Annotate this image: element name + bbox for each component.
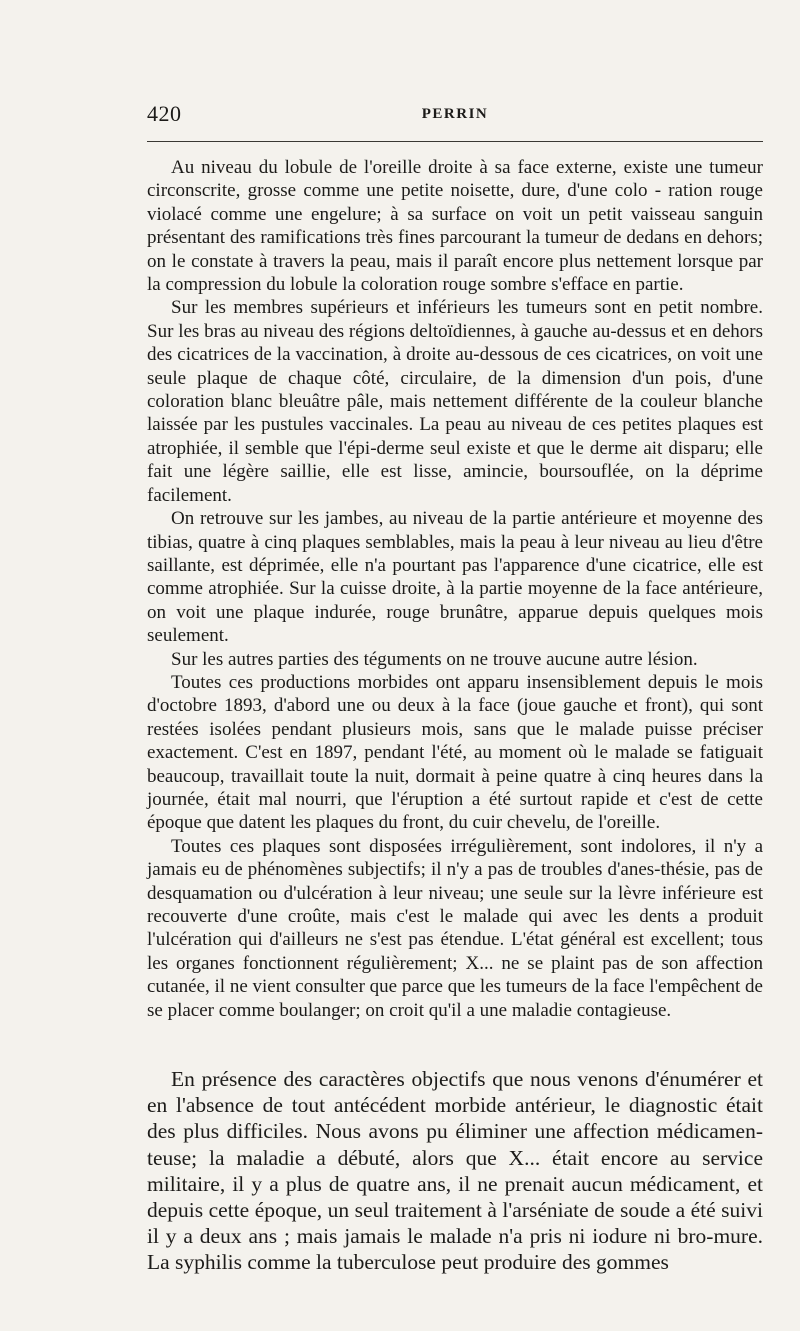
page-header (147, 101, 763, 131)
diagnosis-discussion (147, 1066, 763, 1276)
header-rule (147, 141, 763, 142)
paragraph: On retrouve sur les jambes, au niveau de la partie antérieure et moyenne des tibias, quatre à cinq plaques semblables, mais la peau à leur niveau au lieu d'être saillante, est déprimée, elle n'a pourtant pas l'apparence d'une cicatrice, elle est comme atrophiée. Sur la cuisse droite, à la partie moyenne de la face antérieure, on voit une plaque indurée, rouge brunâtre, apparue depuis quelques mois seulement. (147, 508, 763, 647)
paragraph: En présence des caractères objectifs que nous venons d'énumérer et en l'absence de tout antécédent morbide antérieur, le diagnostic était des plus difficiles. Nous avons pu éliminer une affection médicamen-teuse; la maladie a débuté, alors que X... était encore au service militaire, il y a plus de quatre ans, il ne prenait aucun médicament, et depuis cette époque, un seul traitement à l'arséniate de soude a été suivi il y a deux ans ; mais jamais le malade n'a pris ni iodure ni bro-mure. La syphilis comme la tuberculose peut produire des gommes (147, 1067, 763, 1275)
running-head: PERRIN (421, 106, 489, 122)
page-number: 420 (147, 101, 182, 126)
paragraph: Toutes ces plaques sont disposées irrégulièrement, sont indolores, il n'y a jamais eu de phénomènes subjectifs; il n'y a pas de troubles d'anes-thésie, pas de desquamation ou d'ulcération à leur niveau; une seule sur la lèvre inférieure est recouverte d'une croûte, mais c'est le malade qui avec les dents a produit l'ulcération qui d'ailleurs ne s'est pas étendue. L'état général est excellent; tous les organes fonctionnent régulièrement; X... ne se plaint pas de son affection cutanée, il ne vient consulter que parce que les tumeurs de la face l'empêchent de se placer comme boulanger; on croit qu'il a une maladie contagieuse. (147, 835, 763, 1021)
paragraph: Toutes ces productions morbides ont apparu insensiblement depuis le mois d'octobre 1893, d'abord une ou deux à la face (joue gauche et front), qui sont restées isolées pendant plusieurs mois, sans que le malade puisse préciser exactement. C'est en 1897, pendant l'été, au moment où le malade se fatiguait beaucoup, travaillait toute la nuit, dormait à peine quatre à cinq heures dans la journée, était mal nourri, que l'éruption a été surtout rapide et c'est de cette époque que datent les plaques du front, du cuir chevelu, de l'oreille. (147, 671, 763, 834)
case-description (147, 156, 763, 1022)
paragraph: Sur les membres supérieurs et inférieurs les tumeurs sont en petit nombre. Sur les bras au niveau des régions deltoïdiennes, à gauche au-dessus et en dehors des cicatrices de la vaccination, à droite au-dessous de ces cicatrices, on voit une seule plaque de chaque côté, circulaire, de la dimension d'un pois, d'une coloration blanc bleuâtre pâle, mais nettement différente de la couleur blanche laissée par les pustules vaccinales. La peau au niveau de ces petites plaques est atrophiée, il semble que l'épi-derme seul existe et que le derme ait disparu; elle fait une légère saillie, elle est lisse, amincie, boursouflée, on la déprime facilement. (147, 297, 763, 506)
paragraph: Au niveau du lobule de l'oreille droite à sa face externe, existe une tumeur circonscrite, grosse comme une petite noisette, dure, d'une colo - ration rouge violacé comme une engelure; à sa surface on voit un petit vaisseau sanguin présentant des ramifications très fines parcourant la tumeur de dedans en dehors; on le constate à travers la peau, mais il paraît encore plus nettement lorsque par la compression du lobule la coloration rouge sombre s'efface en partie. (147, 157, 763, 296)
paragraph: Sur les autres parties des téguments on ne trouve aucune autre lésion. (171, 648, 698, 670)
